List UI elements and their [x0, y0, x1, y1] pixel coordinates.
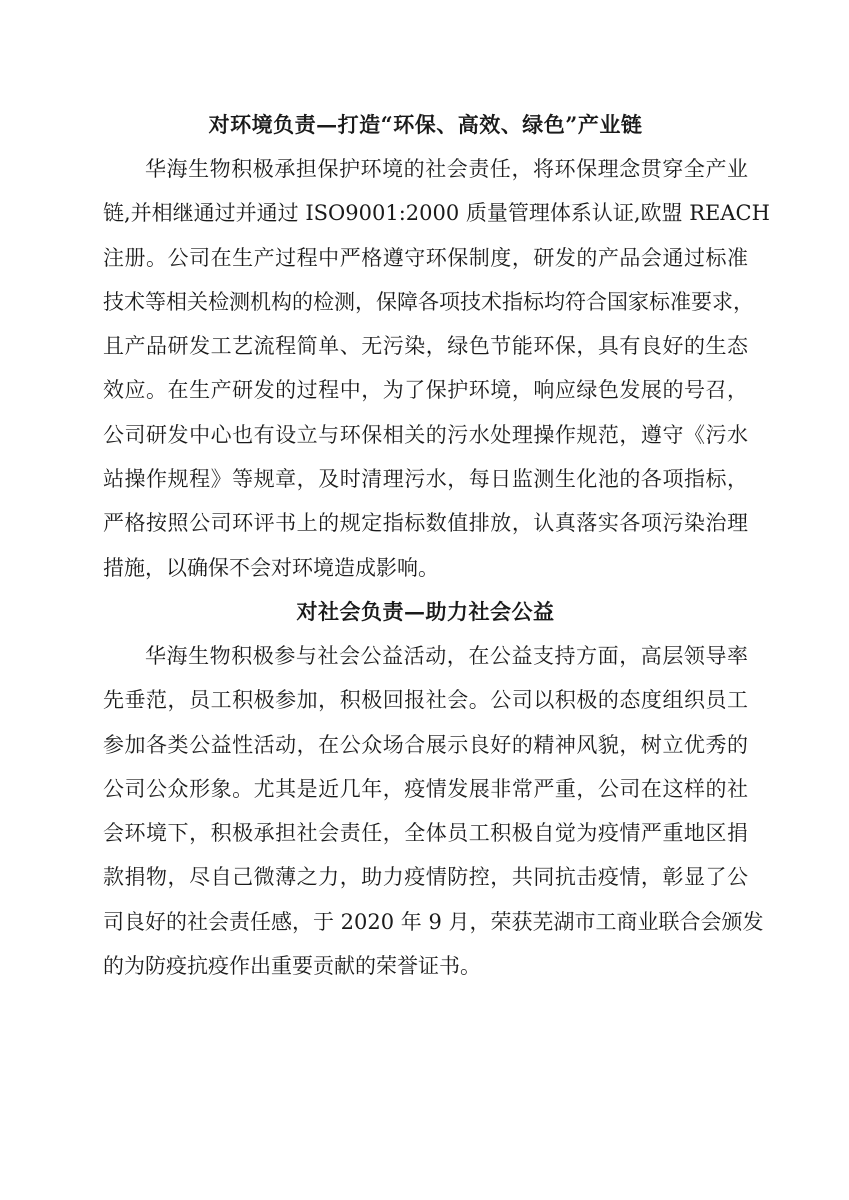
- paragraph-line: 严格按照公司环评书上的规定指标数值排放，认真落实各项污染治理: [103, 511, 748, 536]
- section-environment: [103, 103, 770, 590]
- paragraph-line: 且产品研发工艺流程简单、无污染，绿色节能环保，具有良好的生态: [103, 334, 748, 359]
- paragraph-line: 措施，以确保不会对环境造成影响。: [103, 555, 439, 580]
- paragraph-line: 注册。公司在生产过程中严格遵守环保制度，研发的产品会通过标准: [103, 245, 748, 270]
- paragraph-line: 华海生物积极参与社会公益活动，在公益支持方面，高层领导率: [145, 644, 748, 668]
- section-heading: 对环境负责—打造“环保、高效、绿色”产业链: [208, 112, 643, 137]
- section-heading: 对社会负责—助力社会公益: [296, 599, 555, 624]
- paragraph-line: 款捐物，尽自己微薄之力，助力疫情防控，共同抗击疫情，彰显了公: [103, 865, 748, 890]
- paragraph-line: 效应。在生产研发的过程中，为了保护环境，响应绿色发展的号召，: [103, 378, 748, 403]
- section-society: [103, 590, 764, 988]
- paragraph-line: 参加各类公益性活动，在公众场合展示良好的精神风貌，树立优秀的: [103, 732, 748, 757]
- section-paragraph: [103, 147, 770, 590]
- paragraph-line: 技术等相关检测机构的检测，保障各项技术指标均符合国家标准要求，: [103, 289, 754, 314]
- section-paragraph: [103, 634, 764, 988]
- paragraph-line: 站操作规程》等规章，及时清理污水，每日监测生化池的各项指标，: [103, 467, 748, 492]
- paragraph-line: 司良好的社会责任感，于 2020 年 9 月，荣获芜湖市工商业联合会颁发: [103, 909, 764, 934]
- paragraph-line: 华海生物积极承担保护环境的社会责任，将环保理念贯穿全产业: [145, 157, 748, 181]
- paragraph-line: 先垂范，员工积极参加，积极回报社会。公司以积极的态度组织员工: [103, 688, 748, 713]
- paragraph-line: 的为防疫抗疫作出重要贡献的荣誉证书。: [103, 954, 481, 979]
- paragraph-line: 会环境下，积极承担社会责任，全体员工积极自觉为疫情严重地区捐: [103, 821, 748, 846]
- paragraph-line: 链,并相继通过并通过 ISO9001:2000 质量管理体系认证,欧盟 REACH: [103, 201, 770, 226]
- paragraph-line: 公司公众形象。尤其是近几年，疫情发展非常严重，公司在这样的社: [103, 776, 748, 801]
- paragraph-line: 公司研发中心也有设立与环保相关的污水处理操作规范，遵守《污水: [103, 422, 748, 447]
